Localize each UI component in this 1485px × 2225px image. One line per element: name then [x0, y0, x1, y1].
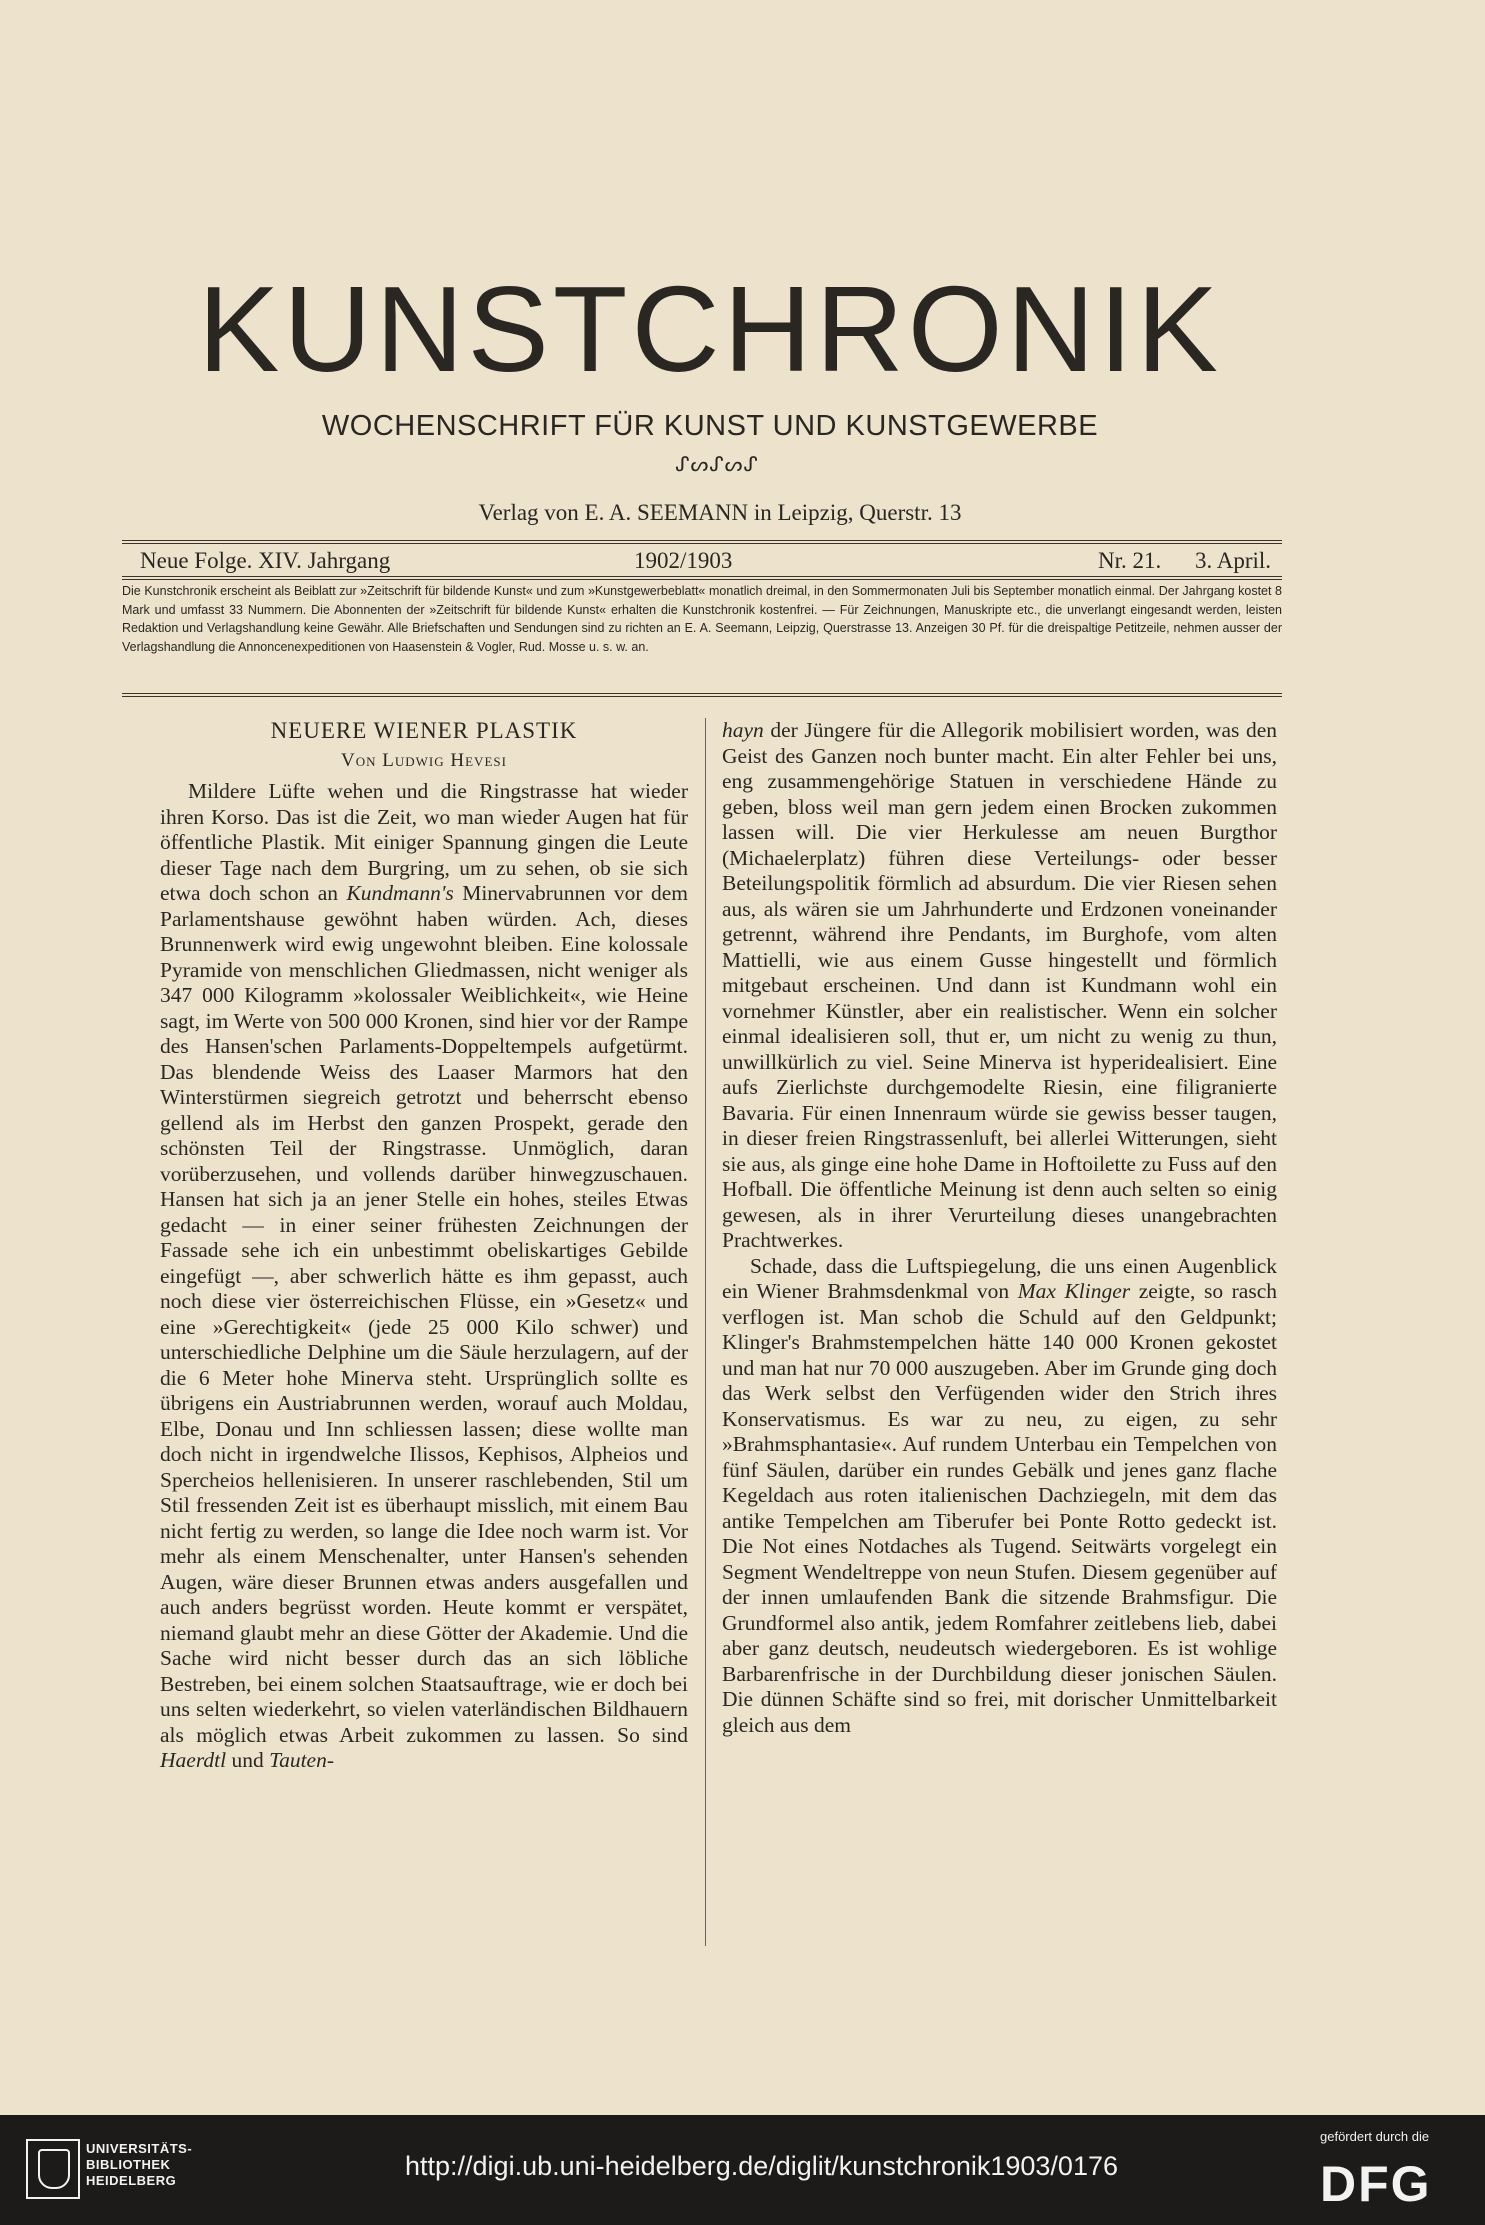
ornament-divider: ᔑᔕᔑᔕᔑ	[675, 454, 759, 476]
viewer-footer	[0, 2115, 1485, 2225]
funding-caption: gefördert durch die	[1320, 2129, 1430, 2144]
rule-top-1	[122, 540, 1282, 541]
paragraph	[722, 1254, 1277, 1739]
article-column-left	[160, 718, 688, 1774]
person-name: Tauten-	[269, 1748, 335, 1772]
institution-line: UNIVERSITÄTS-	[86, 2141, 193, 2156]
issue-years: 1902/1903	[634, 548, 733, 573]
university-seal-icon	[26, 2139, 80, 2199]
issue-series: Neue Folge. XIV. Jahrgang	[140, 548, 391, 573]
rule-bottom-1	[122, 693, 1282, 694]
subscription-notice: Die Kunstchronik erscheint als Beiblatt zur »Zeitschrift für bildende Kunst« und zum »Kunstgewerbeblatt« monatlich dreimal, in den Sommermonaten Juli bis September monatlich einmal. Der Jahrgang kostet 8 Mark und umfasst 33 Nummern. Die Abonnenten der »Zeitschrift für bildende Kunst« erhalten die Kunstchronik kostenfrei. — Für Zeichnungen, Manuskripte etc., die unverlangt eingesandt werden, leisten Redaktion und Verlagshandlung keine Gewähr. Alle Briefschaften und Sendungen sind zu richten an E. A. Seemann, Leipzig, Querstrasse 13. Anzeigen 30 Pf. für die dreispaltige Petitzeile, nehmen ausser der Verlagshandlung die Annoncenexpeditionen von Haasenstein & Vogler, Rud. Mosse u. s. w. an.	[122, 584, 1282, 654]
paragraph	[722, 718, 1277, 1254]
rule-top-2	[122, 543, 1282, 544]
permalink[interactable]: http://digi.ub.uni-heidelberg.de/diglit/kunstchronik1903/0176	[405, 2151, 1118, 2181]
masthead-subtitle: WOCHENSCHRIFT FÜR KUNST UND KUNSTGEWERBE	[321, 410, 1099, 442]
text-run: zeigte, so rasch verflogen ist. Man schob die Schuld auf den Geldpunkt; Klinger's Brahmstempelchen hätte 140 000 Kronen gekostet und man hat nur 70 000 auszugeben. Aber im Grunde ging doch das Werk selbst den Verfügenden wider den Strich ihres Konservatismus. Es war zu neu, zu eigen, zu sehr »Brahmsphantasie«. Auf rundem Unterbau ein Tempelchen von fünf Säulen, darüber ein rundes Gebälk und jenes ganz flache Kegeldach aus roten italienischen Dachziegeln, mit dem das antike Tempelchen am Tiberufer bei Ponte Rotto gedeckt ist. Die Not eines Notdaches als Tugend. Seitwärts vorgelegt ein Segment Wendeltreppe von neun Stufen. Diesem gegenüber auf der innen umlaufenden Bank die sitzende Brahmsfigur. Die Grundformel also antik, jedem Romfahrer zeitlebens lieb, dabei aber ganz deutsch, neudeutsch wiedergeboren. Es ist wohlige Barbarenfrische in der Durchbildung dieser jonischen Säulen. Die dünnen Schäfte sind so frei, mit dorischer Unmittelbarkeit gleich aus dem	[722, 1279, 1278, 1737]
article-title: NEUERE WIENER PLASTIK	[270, 718, 578, 743]
publisher-line: Verlag von E. A. SEEMANN in Leipzig, Querstr. 13	[478, 500, 962, 525]
article-column-right	[722, 718, 1277, 1738]
text-run: Schade, dass die Luftspiegelung, die uns einen Augenblick ein Wiener Brahmsdenkmal von	[722, 1253, 1277, 1303]
rule-mid-1	[122, 576, 1282, 577]
issue-date: 3. April.	[1195, 548, 1272, 573]
text-run: Mildere Lüfte wehen und die Ringstrasse hat wieder ihren Korso. Das ist die Zeit, wo man wieder Augen hat für öffentliche Plastik. Mit einiger Spannung gingen die Leute dieser Tage nach dem Burgring, um zu sehen, ob sie sich etwa doch schon an	[160, 779, 688, 905]
dfg-logo: DFG	[1320, 2156, 1432, 2212]
institution-line: HEIDELBERG	[86, 2173, 177, 2188]
article-author: Von Ludwig Hevesi	[341, 749, 507, 771]
person-name: hayn	[722, 718, 764, 742]
text-run: der Jüngere für die Allegorik mobilisiert worden, was den Geist des Ganzen noch bunter macht. Ein alter Fehler bei uns, eng zusammengehörige Statuen in verschiedene Hände zu geben, bloss weil man gern jedem einen Brocken zukommen lassen will. Die vier Herkulesse am neuen Burgthor (Michaelerplatz) führen diese Verteilungs- oder besser Beteilungspolitik förmlich ad absurdum. Die vier Riesen sehen aus, als wären sie um Jahrhunderte und Erdzonen voneinander getrennt, während ihre Pendants, im Burghofe, vom alten Mattielli, wie aus einem Gusse hingestellt und förmlich mitgebaut erscheinen. Und dann ist Kundmann wohl ein vornehmer Künstler, aber ein realistischer. Wenn ein solcher einmal idealisieren soll, thut er, um nicht zu wenig zu thun, unwillkürlich zu viel. Seine Minerva ist hyperidealisiert. Eine aufs Zierlichste durchgemodelte Riesin, eine filigranierte Bavaria. Für einen Innenraum würde sie gewiss besser taugen, in dieser freien Ringstrassenluft, bei allerlei Witterungen, sieht sie aus, als ginge eine hohe Dame in Hoftoilette zu Fuss auf den Hofball. Die öffentliche Meinung ist denn auch selten so einig gewesen, als in ihrer Verurteilung dieses unangebrachten Prachtwerkes.	[722, 718, 1278, 1252]
column-divider	[705, 718, 706, 1946]
institution-line: BIBLIOTHEK	[86, 2157, 171, 2172]
institution-name	[86, 2141, 192, 2189]
person-name: Max Klinger	[1017, 1279, 1131, 1303]
text-run: Minervabrunnen vor dem Parlamentshause gewöhnt haben würden. Ach, dieses Brunnenwerk wird ewig ungewohnt bleiben. Eine kolossale Pyramide von menschlichen Gliedmassen, nicht weniger als 347 000 Kilogramm »kolossaler Weiblichkeit«, wie Heine sagt, im Werte von 500 000 Kronen, sind hier vor der Rampe des Hansen'schen Parlaments-Doppeltempels aufgetürmt. Das blendende Weiss des Laaser Marmors hat den Winterstürmen siegreich getrotzt und beherrscht ebenso gellend als im Herbst den ganzen Prospekt, gerade den schönsten Teil der Ringstrasse. Unmöglich, daran vorüberzusehen, und vollends darüber hinwegzuschauen. Hansen hat sich ja an jener Stelle ein hohes, steiles Etwas gedacht — in einer seiner frühesten Zeichnungen der Fassade sehe ich ein unbestimmt obeliskartiges Gebilde eingefügt —, aber schwerlich hätte es ihm gepasst, auch noch diese vier österreichischen Flüsse, ein »Gesetz« und eine »Gerechtigkeit« (jede 25 000 Kilo schwer) und unterschiedliche Delphine um die Säule herzulagern, auf der die 6 Meter hohe Minerva steht. Ursprünglich sollte es übrigens ein Austriabrunnen werden, worauf auch Moldau, Elbe, Donau und Inn schliessen lassen; diese wollte man doch nicht in irgendwelche Ilissos, Kephisos, Alpheios und Spercheios hellenisieren. In unserer raschlebenden, Stil um Stil fressenden Zeit ist es überhaupt misslich, mit einem Bau nicht fertig zu werden, so lange die Idee noch warm ist. Vor mehr als einem Menschenalter, unter Hansen's sehenden Augen, wäre dieser Brunnen etwas anders ausgefallen und auch anders begrüsst worden. Heute kommt er verspätet, niemand glaubt mehr an diese Götter der Akademie. Und die Sache wird nicht besser durch das an sich löbliche Bestreben, bei einem solchen Staatsauftrage, wie er doch bei uns selten wiederkehrt, so vielen vaterländischen Bildhauern als möglich etwas Arbeit zukommen zu lassen. So sind	[160, 881, 688, 1747]
person-name: Kundmann's	[346, 881, 454, 905]
issue-number: Nr. 21.	[1098, 548, 1162, 573]
rule-mid-2	[122, 579, 1282, 580]
issue-line	[140, 548, 1275, 578]
rule-bottom-2	[122, 696, 1282, 697]
masthead-title: KUNSTCHRONIK	[197, 261, 1223, 397]
text-run: und	[231, 1748, 264, 1772]
person-name: Haerdtl	[160, 1748, 227, 1772]
paragraph	[160, 779, 688, 1774]
